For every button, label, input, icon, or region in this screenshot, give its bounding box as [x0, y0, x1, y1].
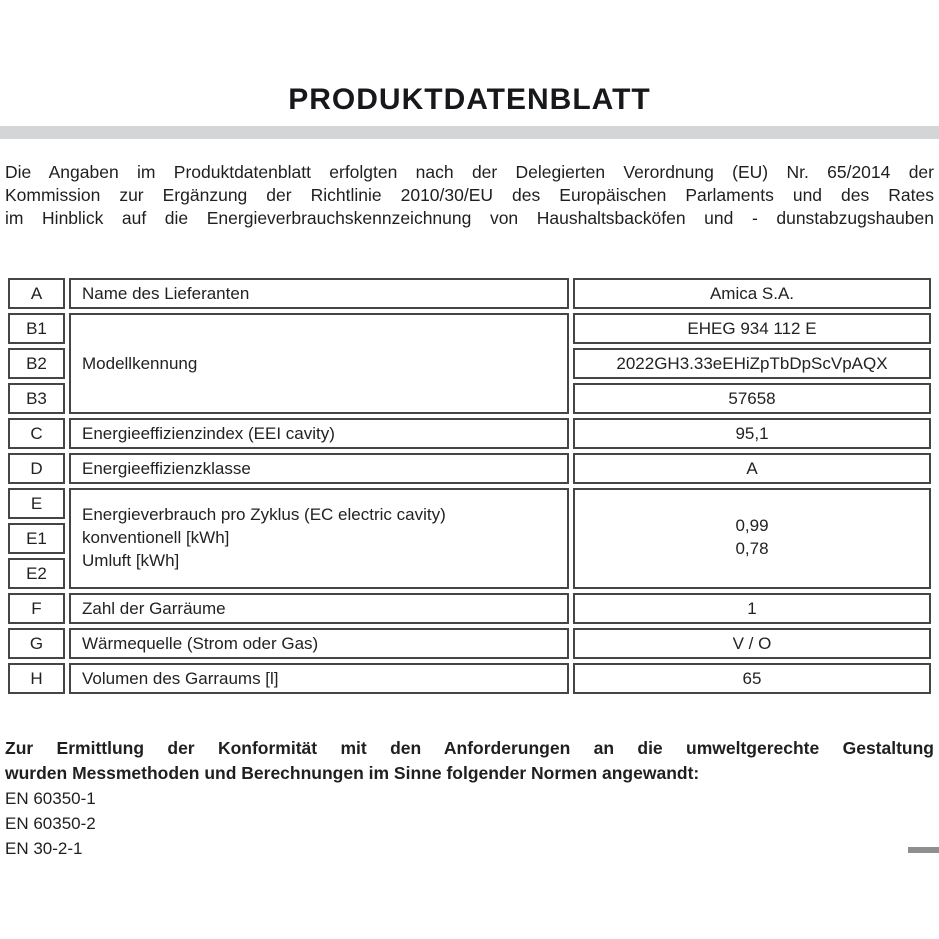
norm-item: EN 60350-2	[5, 814, 96, 833]
row-label-line: konventionell [kWh]	[82, 527, 230, 547]
row-value: 57658	[573, 383, 931, 414]
table-row-e	[8, 488, 931, 519]
row-code: E1	[8, 523, 65, 554]
row-label: Energieeffizienzindex (EEI cavity)	[69, 418, 569, 449]
page-title: PRODUKTDATENBLATT	[288, 83, 651, 116]
row-label	[69, 488, 569, 589]
conformity-statement-line: Zur Ermittlung der Konformität mit den Anforderungen an die umweltgerechte Gestaltung	[5, 738, 934, 758]
conformity-footer	[5, 736, 934, 861]
table-row-d	[8, 453, 931, 484]
row-label: Energieeffizienzklasse	[69, 453, 569, 484]
scrollbar-fragment	[908, 847, 939, 853]
row-value: 95,1	[573, 418, 931, 449]
table-row-h	[8, 663, 931, 694]
norm-item: EN 30-2-1	[5, 839, 83, 858]
row-code: H	[8, 663, 65, 694]
row-code: B2	[8, 348, 65, 379]
row-value-line: 0,99	[735, 516, 769, 535]
table-row-a	[8, 278, 931, 309]
row-label-line: Umluft [kWh]	[82, 550, 180, 570]
row-label: Name des Lieferanten	[69, 278, 569, 309]
intro-paragraph	[5, 161, 934, 230]
row-value	[573, 488, 931, 589]
row-code: E	[8, 488, 65, 519]
row-code: G	[8, 628, 65, 659]
table-row-b1	[8, 313, 931, 344]
conformity-statement-line: wurden Messmethoden und Berechnungen im Sinne folgender Normen angewandt:	[5, 763, 700, 783]
row-label: Volumen des Garraums [l]	[69, 663, 569, 694]
norm-item: EN 60350-1	[5, 789, 96, 808]
row-value-line: 0,78	[735, 539, 769, 558]
table-row-g	[8, 628, 931, 659]
row-code: E2	[8, 558, 65, 589]
row-label: Modellkennung	[69, 313, 569, 414]
row-value: 65	[573, 663, 931, 694]
row-label-line: Energieverbrauch pro Zyklus (EC electric cavity)	[82, 504, 446, 524]
row-value: 1	[573, 593, 931, 624]
row-value: V / O	[573, 628, 931, 659]
intro-line: Kommission zur Ergänzung der Richtlinie 2010/30/EU des Europäischen Parlaments und des Rates	[5, 185, 934, 205]
row-code: D	[8, 453, 65, 484]
table-row-f	[8, 593, 931, 624]
row-value: 2022GH3.33eEHiZpTbDpScVpAQX	[573, 348, 931, 379]
intro-line: im Hinblick auf die Energieverbrauchskennzeichnung von Haushaltsbacköfen und - dunstabzugshauben	[5, 208, 934, 228]
row-value: Amica S.A.	[573, 278, 931, 309]
row-value: EHEG 934 112 E	[573, 313, 931, 344]
row-code: B1	[8, 313, 65, 344]
intro-line: Die Angaben im Produktdatenblatt erfolgten nach der Delegierten Verordnung (EU) Nr. 65/2014 der	[5, 162, 934, 182]
row-label: Wärmequelle (Strom oder Gas)	[69, 628, 569, 659]
row-value: A	[573, 453, 931, 484]
row-label: Zahl der Garräume	[69, 593, 569, 624]
row-code: B3	[8, 383, 65, 414]
row-code: F	[8, 593, 65, 624]
table-row-c	[8, 418, 931, 449]
row-code: C	[8, 418, 65, 449]
row-code: A	[8, 278, 65, 309]
header-divider-bar	[0, 126, 939, 139]
product-data-table	[4, 274, 935, 698]
